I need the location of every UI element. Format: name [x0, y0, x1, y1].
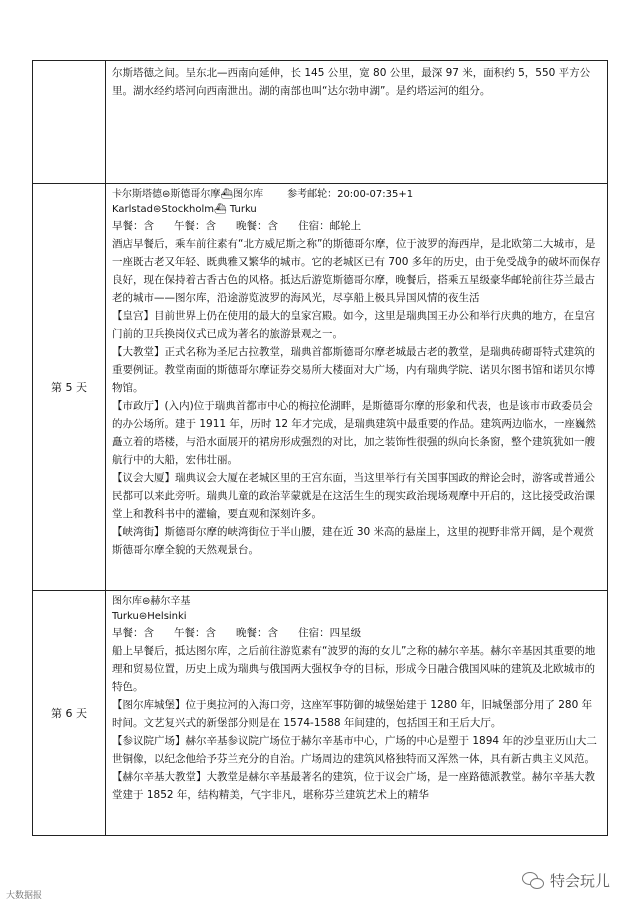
watermark-logo: 大数据报 — [6, 891, 43, 901]
route-header — [112, 187, 601, 202]
content-cell — [106, 184, 608, 591]
paragraph: 【参议院广场】赫尔辛基参议院广场位于赫尔辛基市中心，广场的中心是塑于 1894 年的沙皇亚历山大二世铜像，以纪念他给予芬兰充分的自治。广场周边的建筑风格独特而又浑然一体，具有新古典主义风范。 — [112, 735, 597, 765]
day-cell: 第 6 天 — [33, 591, 106, 836]
paragraph: 【峡湾街】斯德哥尔摩的峡湾街位于半山腰，建在近 30 米高的悬崖上，这里的视野非常开阔，是个观赏斯德哥尔摩全貌的天然观景台。 — [112, 526, 595, 556]
day-cell: 第 5 天 — [33, 184, 106, 591]
meals-line: 早餐：含 午餐：含 晚餐：含 住宿：邮轮上 — [112, 220, 362, 232]
route-cn: 图尔库⊜赫尔辛基 — [112, 596, 191, 607]
itinerary-table — [32, 60, 608, 836]
paragraph: 【议会大厦】瑞典议会大厦在老城区里的王宫东面，当这里举行有关国事国政的辩论会时，游客或普通公民都可以来此旁听。瑞典儿童的政治苹蒙就是在这活生生的现实政治现场观摩中开启的，这比接受政治课堂上和教科书中的灌输，要直观和深刻许多。 — [112, 472, 595, 520]
meals-line: 早餐：含 午餐：含 晚餐：含 住宿：四星级 — [112, 627, 362, 639]
table-row — [33, 591, 608, 836]
route-en: Karlstad⊜Stockholm⛴ Turku — [112, 204, 257, 215]
footer-brand — [522, 870, 610, 891]
paragraph: 【图尔库城堡】位于奥拉河的入海口旁，这座军事防御的城堡始建于 1280 年，旧城堡部分用了 280 年时间。文艺复兴式的新堡部分则是在 1574-1588 年间建的，包括国王和王后大厅。 — [112, 699, 593, 729]
content-cell — [106, 61, 608, 184]
content-cell — [106, 591, 608, 836]
route-cn: 卡尔斯塔德⊜斯德哥尔摩⛴图尔库 — [112, 189, 264, 200]
paragraph: 酒店早餐后，乘车前往素有“北方威尼斯之称”的斯德哥尔摩，位于波罗的海西岸，是北欧第二大城市，是一座既古老又年轻、既典雅又繁华的城市。它的老城区已有 700 多年的历史，由于免受战争的破坏而保存良好，现在保持着古香古色的风格。抵达后游览斯德哥尔摩，晚餐后，搭乘五星级豪华邮轮前往芬兰最古老的城市——图尔库，沿途游览波罗的海风光，尽享船上极具异国风情的夜生活 — [112, 238, 601, 304]
paragraph: 【赫尔辛基大教堂】大教堂是赫尔辛基最著名的建筑，位于议会广场，是一座路德派教堂。赫尔辛基大教堂建于 1852 年，结构精美，气宇非凡，堪称芬兰建筑艺术上的精华 — [112, 771, 595, 801]
route-en: Turku⊜Helsinki — [112, 611, 187, 622]
paragraph: 【市政厅】(入内)位于瑞典首都市中心的梅拉伦湖畔，是斯德哥尔摩的形象和代表，也是该市市政委员会的办公场所。建于 1911 年，历时 12 年才完成，是瑞典建筑中最重要的作品。建筑两边临水，一座巍然矗立着的塔楼，与沿水面展开的裙房形成强烈的对比，加之装饰性很强的纵向长条窗，整个建筑犹如一艘航行中的大船，宏伟壮丽。 — [112, 400, 596, 466]
brand-name: 特会玩儿 — [549, 872, 610, 890]
paragraph: 尔斯塔德之间。呈东北—西南向延伸，长 145 公里，宽 80 公里，最深 97 米，面积约 5，550 平方公里。湖水经约塔河向西南泄出。湖的南部也叫“达尔勃申湖”。是约塔运河的组分。 — [112, 67, 591, 97]
paragraph: 【大教堂】正式名称为圣尼古拉教堂，瑞典首都斯德哥尔摩老城最古老的教堂，是瑞典砖砌哥特式建筑的重要例证。教堂南面的斯德哥尔摩证券交易所大楼面对大广场，内有瑞典学院、诺贝尔图书馆和诺贝尔博物馆。 — [112, 346, 595, 394]
paragraph: 船上早餐后，抵达图尔库，之后前往游览素有“波罗的海的女儿”之称的赫尔辛基。赫尔辛基因其重要的地理和贸易位置，历史上成为瑞典与俄国两大强权争夺的目标，形成今日融合俄国风味的建筑及北欧城市的特色。 — [112, 645, 596, 693]
table-row — [33, 184, 608, 591]
table-row — [33, 61, 608, 184]
ship-reference: 参考邮轮：20:00-07:35+1 — [287, 189, 414, 200]
day-cell — [33, 61, 106, 184]
wechat-icon — [522, 872, 544, 890]
paragraph: 【皇宫】目前世界上仍在使用的最大的皇家宫殿。如今，这里是瑞典国王办公和举行庆典的地方，在皇宫门前的卫兵换岗仪式已成为著名的旅游景观之一。 — [112, 310, 595, 340]
